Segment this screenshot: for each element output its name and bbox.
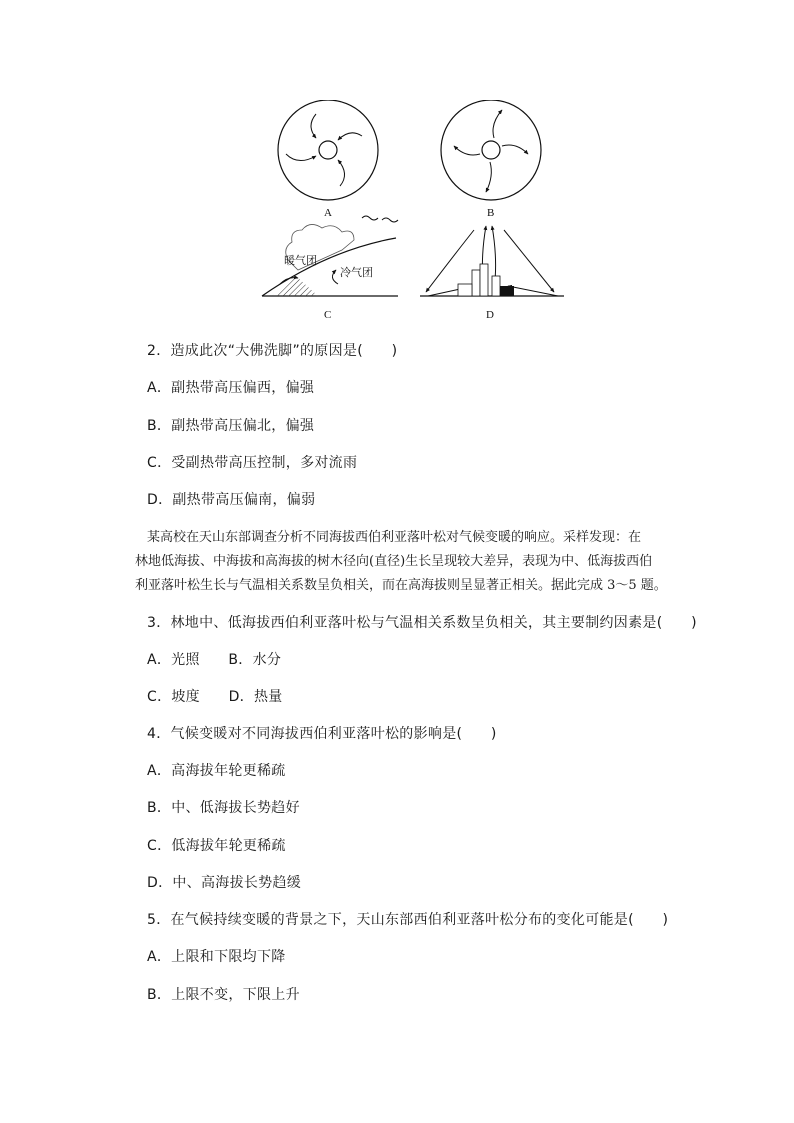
diagram-a-cyclone [278, 100, 378, 219]
question-5-option-b: B．上限不变，下限上升 [147, 987, 300, 1003]
question-3-stem: 3．林地中、低海拔西伯利亚落叶松与气温相关系数呈负相关，其主要制约因素是( ) [147, 615, 697, 631]
question-2-option-a: A．副热带高压偏西，偏强 [147, 380, 315, 396]
question-2-option-c: C．受副热带高压控制，多对流雨 [147, 455, 358, 471]
question-2-option-d: D．副热带高压偏南，偏弱 [147, 492, 316, 508]
passage-line-2: 林地低海拔、中海拔和高海拔的树木径向(直径)生长呈现较大差异，表现为中、低海拔西伯 [135, 554, 653, 569]
question-2-stem: 2．造成此次“大佛洗脚”的原因是( ) [147, 343, 398, 359]
question-3-options-row-1: A．光照 B．水分 [147, 652, 282, 668]
question-5-stem: 5．在气候持续变暖的背景之下，天山东部西伯利亚落叶松分布的变化可能是( ) [147, 912, 669, 928]
diagram-b-anticyclone [441, 100, 541, 219]
question-3-options-row-2: C．坡度 D．热量 [147, 689, 283, 705]
figure-weather-systems [258, 100, 568, 322]
question-4-option-b: B．中、低海拔长势趋好 [147, 800, 300, 816]
diagram-c-front [262, 216, 398, 321]
passage-line-3: 利亚落叶松生长与气温相关系数呈负相关，而在高海拔则呈显著正相关。据此完成 3～5 题。 [135, 578, 667, 593]
passage-line-1: 某高校在天山东部调查分析不同海拔西伯利亚落叶松对气候变暖的响应。采样发现：在 [147, 530, 642, 545]
question-4-stem: 4．气候变暖对不同海拔西伯利亚落叶松的影响是( ) [147, 726, 497, 742]
figure-svg [258, 100, 568, 322]
question-4-option-d: D．中、高海拔长势趋缓 [147, 875, 302, 891]
label-a: A [324, 207, 332, 219]
question-2-option-b: B．副热带高压偏北，偏强 [147, 418, 315, 434]
question-4-option-a: A．高海拔年轮更稀疏 [147, 763, 286, 779]
label-c: C [324, 309, 332, 321]
question-5-option-a: A．上限和下限均下降 [147, 949, 286, 965]
label-d: D [486, 309, 494, 321]
diagram-d-circulation [420, 226, 564, 321]
reading-passage [135, 526, 675, 598]
question-4-option-c: C．低海拔年轮更稀疏 [147, 838, 286, 854]
warm-air-mass-label: 暖气团 [284, 254, 317, 267]
label-b: B [487, 207, 495, 219]
cold-air-mass-label: 冷气团 [340, 266, 373, 279]
